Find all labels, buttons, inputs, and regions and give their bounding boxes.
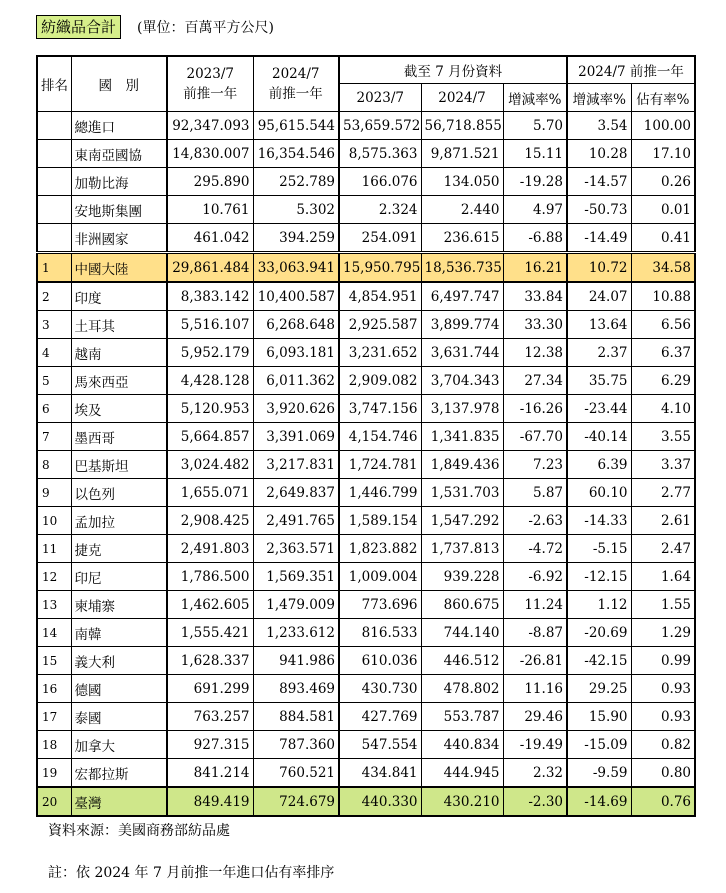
cell-g: 0.82 [631,731,695,759]
cell-rank: 3 [37,311,71,339]
table-row [37,423,695,451]
cell-rank: 7 [37,423,71,451]
cell-country: 泰國 [71,703,167,731]
cell-b: 252.789 [253,168,339,196]
table-row [37,451,695,479]
cell-rank: 17 [37,703,71,731]
cell-c: 4,854.951 [339,282,421,311]
table-row [37,507,695,535]
cell-a: 1,786.500 [167,563,253,591]
cell-e: 5.87 [503,479,567,507]
cell-e: -19.28 [503,168,567,196]
cell-rank: 2 [37,282,71,311]
table-row [37,591,695,619]
cell-b: 724.679 [253,787,339,816]
cell-c: 1,446.799 [339,479,421,507]
cell-d: 430.210 [421,787,503,816]
cell-d: 9,871.521 [421,140,503,168]
cell-g: 6.56 [631,311,695,339]
cell-country: 中國大陸 [71,253,167,283]
cell-f: -23.44 [567,395,631,423]
cell-c: 2.324 [339,196,421,224]
cell-f: -15.09 [567,731,631,759]
cell-b: 95,615.544 [253,112,339,140]
cell-e: 11.16 [503,675,567,703]
cell-d: 6,497.747 [421,282,503,311]
cell-d: 446.512 [421,647,503,675]
cell-c: 3,231.652 [339,339,421,367]
header-group-trailing: 2024/7 前推一年 [567,56,695,84]
cell-d: 1,341.835 [421,423,503,451]
cell-rank: 10 [37,507,71,535]
cell-rank: 20 [37,787,71,816]
cell-g: 6.37 [631,339,695,367]
cell-country: 土耳其 [71,311,167,339]
title-row [36,14,274,40]
cell-b: 1,233.612 [253,619,339,647]
cell-g: 4.10 [631,395,695,423]
cell-g: 0.80 [631,759,695,788]
cell-f: -14.69 [567,787,631,816]
cell-b: 2,491.765 [253,507,339,535]
cell-b: 787.360 [253,731,339,759]
cell-a: 849.419 [167,787,253,816]
cell-d: 3,137.978 [421,395,503,423]
cell-rank: 1 [37,253,71,283]
cell-f: -14.57 [567,168,631,196]
cell-e: 12.38 [503,339,567,367]
cell-b: 893.469 [253,675,339,703]
cell-f: -12.15 [567,563,631,591]
cell-country: 臺灣 [71,787,167,816]
cell-country: 捷克 [71,535,167,563]
cell-country: 宏都拉斯 [71,759,167,788]
header-country: 國 別 [71,56,167,112]
cell-c: 4,154.746 [339,423,421,451]
cell-g: 1.29 [631,619,695,647]
cell-rank: 13 [37,591,71,619]
cell-c: 1,009.004 [339,563,421,591]
cell-d: 939.228 [421,563,503,591]
cell-c: 434.841 [339,759,421,788]
cell-c: 15,950.795 [339,253,421,283]
cell-rank: 18 [37,731,71,759]
cell-country: 安地斯集團 [71,196,167,224]
cell-e: -67.70 [503,423,567,451]
cell-a: 1,555.421 [167,619,253,647]
cell-f: 1.12 [567,591,631,619]
cell-country: 巴基斯坦 [71,451,167,479]
cell-f: -40.14 [567,423,631,451]
cell-g: 2.61 [631,507,695,535]
cell-b: 3,217.831 [253,451,339,479]
cell-a: 10.761 [167,196,253,224]
cell-b: 3,920.626 [253,395,339,423]
cell-a: 691.299 [167,675,253,703]
cell-d: 1,737.813 [421,535,503,563]
cell-a: 295.890 [167,168,253,196]
cell-country: 柬埔寨 [71,591,167,619]
cell-c: 53,659.572 [339,112,421,140]
table-row [37,140,695,168]
cell-c: 2,909.082 [339,367,421,395]
cell-d: 744.140 [421,619,503,647]
cell-d: 3,631.744 [421,339,503,367]
cell-country: 東南亞國協 [71,140,167,168]
cell-d: 440.834 [421,731,503,759]
table-row [37,339,695,367]
cell-a: 3,024.482 [167,451,253,479]
cell-e: -16.26 [503,395,567,423]
cell-g: 1.64 [631,563,695,591]
table-row [37,479,695,507]
cell-c: 8,575.363 [339,140,421,168]
cell-country: 馬來西亞 [71,367,167,395]
cell-b: 941.986 [253,647,339,675]
cell-b: 1,569.351 [253,563,339,591]
table-row [37,196,695,224]
cell-b: 2,363.571 [253,535,339,563]
header-col1-top: 2023/7 [186,66,234,82]
cell-g: 0.41 [631,224,695,253]
table-row [37,282,695,311]
cell-country: 越南 [71,339,167,367]
cell-country: 非洲國家 [71,224,167,253]
cell-b: 10,400.587 [253,282,339,311]
cell-a: 461.042 [167,224,253,253]
cell-b: 884.581 [253,703,339,731]
cell-a: 5,664.857 [167,423,253,451]
cell-b: 6,011.362 [253,367,339,395]
header-group-ytd: 截至 7 月份資料 [339,56,567,84]
cell-country: 加勒比海 [71,168,167,196]
cell-e: -2.30 [503,787,567,816]
cell-e: -8.87 [503,619,567,647]
table-body [37,112,695,817]
cell-e: 11.24 [503,591,567,619]
cell-e: 2.32 [503,759,567,788]
ranking-note: 註：依 2024 年 7 月前推一年進口佔有率排序 [48,865,335,881]
table-row [37,535,695,563]
cell-g: 0.76 [631,787,695,816]
cell-a: 4,428.128 [167,367,253,395]
cell-c: 1,724.781 [339,451,421,479]
header-ytd-2024: 2024/7 [421,84,503,112]
cell-country: 印度 [71,282,167,311]
cell-f: -14.33 [567,507,631,535]
cell-d: 18,536.735 [421,253,503,283]
cell-a: 927.315 [167,731,253,759]
cell-c: 610.036 [339,647,421,675]
cell-b: 6,093.181 [253,339,339,367]
cell-f: -50.73 [567,196,631,224]
cell-g: 2.77 [631,479,695,507]
cell-rank [37,196,71,224]
cell-b: 5.302 [253,196,339,224]
cell-d: 1,547.292 [421,507,503,535]
cell-b: 3,391.069 [253,423,339,451]
cell-rank: 12 [37,563,71,591]
cell-e: -6.88 [503,224,567,253]
cell-a: 5,120.953 [167,395,253,423]
cell-b: 1,479.009 [253,591,339,619]
cell-e: 4.97 [503,196,567,224]
cell-e: -26.81 [503,647,567,675]
cell-f: -9.59 [567,759,631,788]
table-row [37,253,695,283]
cell-e: 7.23 [503,451,567,479]
cell-rank [37,224,71,253]
cell-g: 2.47 [631,535,695,563]
table-row [37,787,695,816]
cell-rank: 16 [37,675,71,703]
cell-b: 33,063.941 [253,253,339,283]
cell-c: 430.730 [339,675,421,703]
cell-e: 33.84 [503,282,567,311]
cell-f: 60.10 [567,479,631,507]
cell-g: 0.01 [631,196,695,224]
cell-rank: 4 [37,339,71,367]
cell-g: 100.00 [631,112,695,140]
cell-f: 3.54 [567,112,631,140]
cell-g: 34.58 [631,253,695,283]
cell-c: 816.533 [339,619,421,647]
cell-g: 1.55 [631,591,695,619]
cell-country: 墨西哥 [71,423,167,451]
cell-country: 義大利 [71,647,167,675]
cell-a: 92,347.093 [167,112,253,140]
cell-c: 1,823.882 [339,535,421,563]
cell-f: 10.72 [567,253,631,283]
cell-rank: 9 [37,479,71,507]
cell-e: -19.49 [503,731,567,759]
cell-f: 6.39 [567,451,631,479]
cell-rank [37,112,71,140]
cell-a: 14,830.007 [167,140,253,168]
cell-g: 0.93 [631,703,695,731]
table-row [37,731,695,759]
cell-g: 0.93 [631,675,695,703]
cell-g: 10.88 [631,282,695,311]
cell-c: 427.769 [339,703,421,731]
cell-country: 埃及 [71,395,167,423]
cell-d: 860.675 [421,591,503,619]
table-row [37,647,695,675]
table-row [37,675,695,703]
cell-c: 254.091 [339,224,421,253]
cell-f: 15.90 [567,703,631,731]
cell-country: 加拿大 [71,731,167,759]
table-row [37,703,695,731]
cell-b: 394.259 [253,224,339,253]
cell-e: 16.21 [503,253,567,283]
cell-d: 2.440 [421,196,503,224]
cell-f: 10.28 [567,140,631,168]
cell-rank: 6 [37,395,71,423]
cell-country: 以色列 [71,479,167,507]
cell-e: 15.11 [503,140,567,168]
cell-a: 29,861.484 [167,253,253,283]
cell-a: 763.257 [167,703,253,731]
cell-e: -4.72 [503,535,567,563]
cell-rank: 19 [37,759,71,788]
cell-e: 27.34 [503,367,567,395]
cell-a: 5,516.107 [167,311,253,339]
table-row [37,224,695,253]
cell-country: 德國 [71,675,167,703]
cell-g: 3.37 [631,451,695,479]
table-row [37,395,695,423]
cell-rank: 14 [37,619,71,647]
cell-f: -42.15 [567,647,631,675]
cell-rank: 11 [37,535,71,563]
cell-rank: 5 [37,367,71,395]
cell-a: 1,462.605 [167,591,253,619]
cell-f: -5.15 [567,535,631,563]
cell-g: 17.10 [631,140,695,168]
cell-f: 35.75 [567,367,631,395]
cell-b: 2,649.837 [253,479,339,507]
cell-rank [37,168,71,196]
cell-e: 5.70 [503,112,567,140]
source-note: 資料來源：美國商務部紡品處 [48,823,230,839]
cell-a: 5,952.179 [167,339,253,367]
table-row [37,759,695,788]
cell-f: -20.69 [567,619,631,647]
cell-country: 南韓 [71,619,167,647]
import-table [36,55,696,817]
header-ytd-growth: 增減率% [503,84,567,112]
cell-f: 29.25 [567,675,631,703]
cell-g: 0.26 [631,168,695,196]
cell-b: 760.521 [253,759,339,788]
cell-a: 1,655.071 [167,479,253,507]
cell-e: -2.63 [503,507,567,535]
cell-d: 1,531.703 [421,479,503,507]
cell-rank: 15 [37,647,71,675]
cell-g: 6.29 [631,367,695,395]
cell-e: -6.92 [503,563,567,591]
table-row [37,168,695,196]
cell-c: 1,589.154 [339,507,421,535]
header-col2-top: 2024/7 [272,66,320,82]
table-row [37,619,695,647]
unit-label: (單位：百萬平方公尺) [137,20,274,36]
cell-c: 547.554 [339,731,421,759]
cell-d: 56,718.855 [421,112,503,140]
cell-c: 440.330 [339,787,421,816]
cell-country: 印尼 [71,563,167,591]
header-tr-share: 佔有率% [631,84,695,112]
cell-f: 13.64 [567,311,631,339]
cell-f: 2.37 [567,339,631,367]
cell-a: 841.214 [167,759,253,788]
cell-d: 553.787 [421,703,503,731]
cell-d: 1,849.436 [421,451,503,479]
cell-d: 3,899.774 [421,311,503,339]
cell-a: 2,491.803 [167,535,253,563]
header-col2 [253,56,339,112]
cell-country: 孟加拉 [71,507,167,535]
cell-d: 478.802 [421,675,503,703]
cell-a: 1,628.337 [167,647,253,675]
cell-f: 24.07 [567,282,631,311]
cell-g: 0.99 [631,647,695,675]
table-row [37,311,695,339]
cell-f: -14.49 [567,224,631,253]
header-ytd-2023: 2023/7 [339,84,421,112]
cell-country: 總進口 [71,112,167,140]
cell-d: 236.615 [421,224,503,253]
cell-c: 166.076 [339,168,421,196]
cell-c: 773.696 [339,591,421,619]
cell-a: 8,383.142 [167,282,253,311]
cell-e: 33.30 [503,311,567,339]
header-col1-bottom: 前推一年 [183,86,238,102]
table-row [37,112,695,140]
header-tr-growth: 增減率% [567,84,631,112]
header-col2-bottom: 前推一年 [268,86,323,102]
cell-e: 29.46 [503,703,567,731]
header-col1 [167,56,253,112]
table-title: 紡織品合計 [36,15,121,39]
cell-rank: 8 [37,451,71,479]
cell-b: 16,354.546 [253,140,339,168]
cell-c: 3,747.156 [339,395,421,423]
cell-d: 444.945 [421,759,503,788]
cell-rank [37,140,71,168]
cell-c: 2,925.587 [339,311,421,339]
cell-g: 3.55 [631,423,695,451]
cell-a: 2,908.425 [167,507,253,535]
cell-b: 6,268.648 [253,311,339,339]
table-row [37,563,695,591]
header-rank: 排名 [37,56,71,112]
cell-d: 3,704.343 [421,367,503,395]
cell-d: 134.050 [421,168,503,196]
table-row [37,367,695,395]
